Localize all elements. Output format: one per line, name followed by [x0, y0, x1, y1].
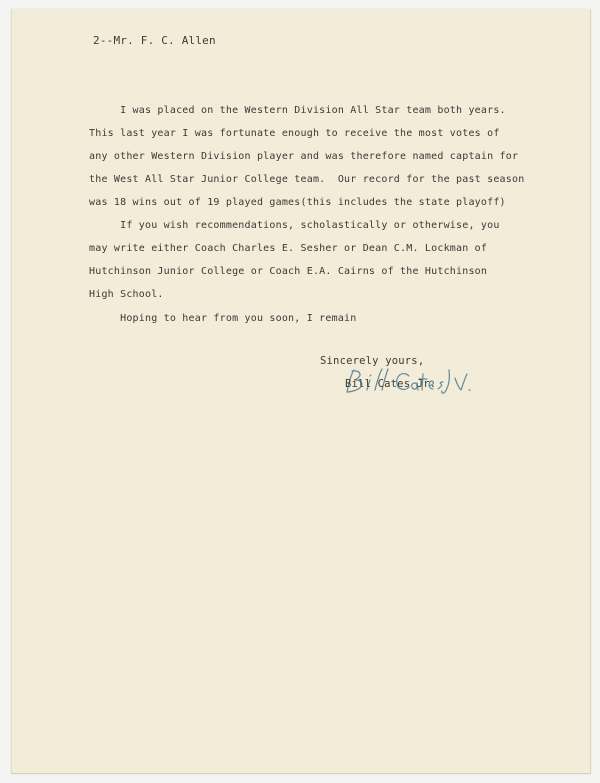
- closing-salutation: Sincerely yours,: [320, 355, 425, 367]
- body-line-3: any other Western Division player and was therefore named captain for: [89, 151, 519, 162]
- typed-signer-name: Bill Cates Jr.: [345, 378, 437, 390]
- letter-page: [11, 9, 591, 774]
- body-line-5: was 18 wins out of 19 played games(this includes the state playoff): [89, 197, 506, 208]
- body-line-9: High School.: [89, 289, 164, 300]
- body-line-6: If you wish recommendations, scholastically or otherwise, you: [89, 220, 500, 231]
- body-line-10: Hoping to hear from you soon, I remain: [89, 313, 357, 324]
- body-line-8: Hutchinson Junior College or Coach E.A. Cairns of the Hutchinson: [89, 266, 488, 277]
- body-line-4: the West All Star Junior College team. Our record for the past season: [89, 174, 525, 185]
- body-line-2: This last year I was fortunate enough to receive the most votes of: [89, 128, 500, 139]
- page-header: 2--Mr. F. C. Allen: [93, 34, 216, 47]
- body-line-1: I was placed on the Western Division All Star team both years.: [89, 105, 506, 116]
- body-line-7: may write either Coach Charles E. Sesher or Dean C.M. Lockman of: [89, 243, 488, 254]
